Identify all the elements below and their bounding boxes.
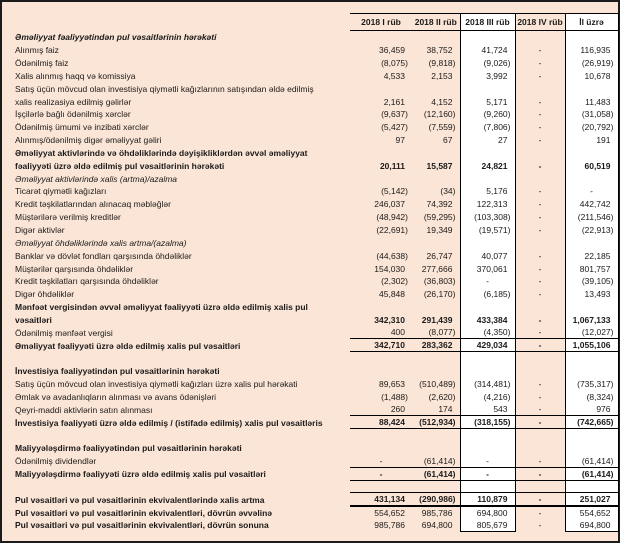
value-cell: (211,546)	[565, 210, 618, 223]
value-cell: 370,061	[460, 262, 515, 275]
value-cell: 431,134	[350, 493, 412, 506]
row-label: Satış üçün mövcud olan investisiya qiymətli kağızlarının satışından əldə edilmiş	[15, 83, 314, 94]
value-cell: 2,161	[383, 96, 405, 107]
value-cell: -	[538, 276, 542, 287]
row-label: Xalis alınmış haqq və komissiya	[15, 70, 136, 81]
row-label: Pul vəsaitləri və pul vəsaitlərinin ekvivalentləri, dövrün əvvəlinə	[15, 507, 273, 518]
row-label: Ödənilmiş dividendlər	[15, 456, 97, 467]
value-cell: 801,757	[565, 262, 618, 275]
row-label: Qeyri-maddi aktivlərin satın alınması	[15, 404, 153, 415]
table-row	[10, 403, 618, 416]
table-row	[10, 43, 618, 56]
table-row	[10, 236, 618, 249]
value-cell	[350, 480, 412, 493]
value-cell	[350, 146, 412, 159]
table-row	[10, 377, 618, 390]
value-cell: 74,392	[426, 199, 453, 210]
table-row	[10, 159, 618, 172]
value-cell: (7,806)	[460, 120, 515, 133]
value-cell: -	[515, 454, 565, 467]
table-row	[10, 442, 618, 455]
value-cell: 15,587	[426, 160, 453, 171]
column-header: 2018 IV rüb	[515, 14, 565, 31]
table-row	[10, 249, 618, 262]
value-cell: (61,414)	[565, 467, 618, 480]
value-cell: -	[460, 275, 515, 288]
value-cell: (290,986)	[412, 493, 460, 506]
table-row	[10, 454, 618, 467]
row-label: Banklar və dövlət fondları qarşısında öhdəliklər	[15, 250, 192, 261]
value-cell	[412, 31, 460, 44]
row-label: Digər öhdəliklər	[15, 289, 75, 300]
value-cell: (26,919)	[565, 56, 618, 69]
value-cell	[565, 31, 618, 44]
table-row	[10, 210, 618, 223]
value-cell: 554,652	[565, 506, 618, 519]
value-cell: -	[538, 45, 542, 56]
row-label: Pul vəsaitləri və pul vəsaitlərinin ekvivalentləri, dövrün sonuna	[15, 520, 269, 531]
table-row	[10, 519, 618, 532]
table-row	[10, 275, 618, 288]
value-cell	[515, 146, 565, 159]
value-cell	[412, 364, 460, 377]
value-cell: (12,160)	[423, 109, 456, 120]
value-cell: (20,792)	[565, 120, 618, 133]
table-row	[10, 493, 618, 506]
value-cell: 985,786	[374, 520, 405, 531]
value-cell	[460, 82, 515, 95]
row-label	[10, 480, 350, 493]
value-cell: (742,665)	[565, 416, 618, 429]
value-cell: 985,786	[421, 507, 453, 518]
table-row	[10, 82, 618, 95]
value-cell: (61,414)	[412, 454, 460, 467]
value-cell: 429,034	[460, 339, 515, 352]
value-cell: 60,519	[565, 159, 618, 172]
value-cell: 122,313	[460, 197, 515, 210]
value-cell	[565, 82, 618, 95]
row-label: Əməliyyat fəaliyyəti üzrə əldə edilmiş xalis pul vəsaitləri	[15, 340, 241, 351]
row-label: Kredit təşkilatları qarşısında öhdəliklər	[15, 276, 159, 287]
value-cell: 260	[350, 403, 412, 416]
value-cell: (2,620)	[428, 391, 456, 402]
row-label: Mənfəət vergisindən əvvəl əməliyyat fəaliyyəti üzrə əldə edilmiş xalis pul	[15, 302, 308, 313]
table-row	[10, 146, 618, 159]
row-label: Ticarət qiymətli kağızları	[15, 186, 107, 197]
value-cell: 88,424	[350, 416, 412, 429]
value-cell: (31,058)	[565, 108, 618, 121]
value-cell: -	[515, 467, 565, 480]
value-cell	[412, 352, 460, 365]
value-cell: 45,848	[379, 289, 405, 300]
value-cell	[515, 480, 565, 493]
value-cell	[350, 172, 412, 185]
value-cell: 694,800	[421, 520, 453, 531]
value-cell: 41,724	[460, 43, 515, 56]
value-cell: (4,216)	[460, 390, 515, 403]
value-cell: (735,317)	[565, 377, 618, 390]
value-cell: -	[460, 454, 515, 467]
value-cell	[460, 236, 515, 249]
header-row	[10, 14, 618, 31]
row-label: Ödənilmiş ümumi və inzibati xərclər	[15, 122, 149, 133]
column-header: 2018 II rüb	[412, 14, 460, 31]
value-cell: 277,666	[421, 263, 453, 274]
row-label: Əmlak və avadanlıqların alınması və avans ödənişləri	[15, 391, 217, 402]
value-cell: 2,153	[431, 70, 453, 81]
value-cell	[565, 442, 618, 455]
value-cell: 5,176	[460, 185, 515, 198]
value-cell: -	[538, 225, 542, 235]
table-row	[10, 31, 618, 44]
value-cell: 154,030	[374, 263, 405, 274]
value-cell	[565, 300, 618, 313]
row-label: Kredit təşkilatlarından alınacaq məbləğlər	[15, 199, 171, 210]
table-row	[10, 287, 618, 300]
value-cell: 3,992	[460, 69, 515, 82]
row-label: Digər aktivlər	[15, 225, 65, 235]
value-cell: 24,821	[460, 159, 515, 172]
value-cell	[460, 480, 515, 493]
table-row	[10, 352, 618, 365]
value-cell: 4,152	[431, 96, 453, 107]
value-cell: (9,260)	[460, 108, 515, 121]
value-cell: 22,185	[565, 249, 618, 262]
value-cell: (2,302)	[381, 276, 408, 287]
value-cell: (510,489)	[419, 379, 456, 390]
value-cell: -	[538, 507, 542, 518]
value-cell: -	[350, 454, 412, 467]
value-cell	[515, 31, 565, 44]
value-cell: 97	[395, 135, 405, 146]
row-label: xalis realizasiya edilmiş gəlirlər	[15, 96, 132, 107]
value-cell	[350, 300, 412, 313]
value-cell: (8,077)	[412, 326, 460, 339]
value-cell: 694,800	[565, 519, 618, 532]
row-label	[10, 429, 350, 442]
table-body	[10, 31, 618, 532]
row-label: Maliyyələşdirmə fəaliyyəti üzrə əldə edilmiş xalis pul vəsaitləri	[15, 469, 266, 480]
value-cell	[412, 146, 460, 159]
value-cell: (9,637)	[381, 109, 408, 120]
value-cell	[350, 31, 412, 44]
value-cell: 342,710	[350, 339, 412, 352]
value-cell	[412, 236, 460, 249]
value-cell	[460, 429, 515, 442]
value-cell: 191	[565, 133, 618, 146]
value-cell	[350, 442, 412, 455]
table-row	[10, 390, 618, 403]
table-row	[10, 56, 618, 69]
row-label: Əməliyyat aktivlərində xalis (artma)/azalma	[15, 173, 178, 184]
table-row	[10, 108, 618, 121]
table-row	[10, 364, 618, 377]
value-cell: 174	[412, 403, 460, 416]
value-cell: 805,679	[460, 519, 515, 532]
table-row	[10, 467, 618, 480]
column-header: 2018 I rüb	[350, 14, 412, 31]
value-cell: -	[565, 185, 618, 198]
row-label: Müştərilərə verilmiş kreditlər	[15, 212, 121, 223]
value-cell	[460, 31, 515, 44]
value-cell	[350, 236, 412, 249]
row-label: Pul vəsaitləri və pul vəsaitlərinin ekvivalentlərində xalis artma	[15, 494, 265, 505]
value-cell: (61,414)	[565, 454, 618, 467]
column-header: İl üzrə	[565, 14, 618, 31]
value-cell: (4,350)	[460, 326, 515, 339]
value-cell: -	[460, 467, 515, 480]
row-label: Ödənilmiş mənfəət vergisi	[15, 327, 113, 338]
value-cell	[565, 480, 618, 493]
table-row	[10, 197, 618, 210]
value-cell: 291,439	[421, 314, 453, 325]
value-cell: 342,310	[374, 314, 405, 325]
value-cell: -	[515, 326, 565, 339]
value-cell	[412, 480, 460, 493]
value-cell	[460, 172, 515, 185]
value-cell	[515, 300, 565, 313]
value-cell: (9,818)	[428, 58, 456, 69]
value-cell	[460, 352, 515, 365]
column-header: 2018 III rüb	[460, 14, 515, 31]
value-cell: -	[350, 467, 412, 480]
row-label: fəaliyyəti üzrə əldə edilmiş pul vəsaitlərinin hərəkəti	[15, 160, 225, 171]
table-row	[10, 223, 618, 236]
value-cell: -	[538, 122, 542, 133]
value-cell	[350, 82, 412, 95]
row-label: Maliyyələşdirmə fəaliyyətindən pul vəsaitlərinin hərəkəti	[15, 443, 242, 454]
value-cell: 27	[460, 133, 515, 146]
value-cell	[515, 352, 565, 365]
cashflow-table	[10, 13, 619, 532]
value-cell: -	[538, 186, 542, 197]
value-cell: 67	[443, 135, 453, 146]
table-row	[10, 313, 618, 326]
value-cell: 694,800	[460, 506, 515, 519]
value-cell: (39,105)	[565, 275, 618, 288]
table-row	[10, 339, 618, 352]
value-cell	[350, 364, 412, 377]
table-row	[10, 506, 618, 519]
table-row	[10, 69, 618, 82]
value-cell	[565, 352, 618, 365]
value-cell	[565, 236, 618, 249]
value-cell	[412, 172, 460, 185]
value-cell	[412, 429, 460, 442]
value-cell: (59,295)	[423, 212, 456, 223]
value-cell: (36,803)	[423, 276, 456, 287]
value-cell: (22,691)	[376, 225, 408, 235]
value-cell: 116,935	[565, 43, 618, 56]
row-label: Əməliyyat öhdəliklərində xalis artma/(azalma)	[15, 237, 187, 248]
value-cell: -	[538, 96, 542, 107]
table-row	[10, 480, 618, 493]
value-cell	[515, 442, 565, 455]
value-cell: 36,459	[379, 45, 405, 56]
table-row	[10, 185, 618, 198]
value-cell: -	[538, 109, 542, 120]
value-cell	[460, 442, 515, 455]
table-row	[10, 429, 618, 442]
value-cell: (26,170)	[423, 289, 456, 300]
value-cell	[515, 364, 565, 377]
table-row	[10, 133, 618, 146]
value-cell: (12,027)	[565, 326, 618, 339]
value-cell	[460, 146, 515, 159]
table-header	[10, 14, 618, 31]
table-row	[10, 326, 618, 339]
row-label: İnvestisiya fəaliyyəti üzrə əldə edilmiş / (istifadə edilmiş) xalis pul vəsaitləris	[15, 417, 323, 428]
value-cell: (44,638)	[376, 250, 408, 261]
row-label: Alınmış/ödənilmiş digər əməliyyat gəliri	[15, 135, 162, 146]
value-cell: (8,075)	[381, 58, 408, 69]
value-cell	[515, 236, 565, 249]
value-cell: -	[538, 70, 542, 81]
table-row	[10, 172, 618, 185]
value-cell: (7,559)	[428, 122, 456, 133]
value-cell: -	[538, 314, 542, 325]
value-cell: 26,747	[426, 250, 453, 261]
value-cell: 442,742	[565, 197, 618, 210]
value-cell: (9,026)	[460, 56, 515, 69]
table-row	[10, 95, 618, 108]
value-cell: -	[538, 58, 542, 69]
row-label: Alınmış faiz	[15, 45, 59, 56]
value-cell: -	[538, 160, 542, 171]
value-cell: -	[538, 263, 542, 274]
corner-cell	[10, 14, 350, 31]
value-cell: (318,155)	[460, 416, 515, 429]
value-cell: -	[515, 403, 565, 416]
row-label: İnvestisiya fəaliyyətindən pul vəsaitlərinin hərəkəti	[15, 366, 220, 377]
value-cell: -	[538, 379, 542, 390]
value-cell: (19,571)	[460, 223, 515, 236]
value-cell: -	[538, 391, 542, 402]
row-label: Ödənilmiş faiz	[15, 58, 69, 69]
value-cell: 400	[350, 326, 412, 339]
value-cell	[565, 364, 618, 377]
value-cell: (103,308)	[460, 210, 515, 223]
value-cell: 110,879	[460, 493, 515, 506]
value-cell: (22,913)	[565, 223, 618, 236]
value-cell	[460, 300, 515, 313]
value-cell: (6,185)	[460, 287, 515, 300]
value-cell	[565, 429, 618, 442]
row-label: Əməliyyat fəaliyyətindən pul vəsaitlərinin hərəkəti	[15, 32, 217, 43]
row-label: Əməliyyat aktivlərində və öhdəliklərində dəyişikliklərdən əvvəl əməliyyat	[15, 147, 308, 158]
value-cell: -	[538, 212, 542, 223]
value-cell: 543	[460, 403, 515, 416]
value-cell: -	[515, 339, 565, 352]
value-cell	[460, 364, 515, 377]
value-cell	[565, 146, 618, 159]
value-cell: (48,942)	[376, 212, 408, 223]
value-cell: 251,027	[565, 493, 618, 506]
row-label: Satış üçün mövcud olan investisiya qiymətli kağızları üzrə xalis pul hərəkati	[15, 379, 298, 390]
value-cell: (61,414)	[412, 467, 460, 480]
value-cell	[350, 352, 412, 365]
value-cell: 20,111	[379, 160, 405, 171]
value-cell: (314,481)	[460, 377, 515, 390]
value-cell: (34)	[440, 186, 456, 197]
value-cell	[565, 172, 618, 185]
value-cell: (5,142)	[381, 186, 408, 197]
value-cell: 89,653	[379, 379, 405, 390]
value-cell: 40,077	[460, 249, 515, 262]
value-cell: (8,324)	[565, 390, 618, 403]
row-label: Müştərilər qarşısında öhdəliklər	[15, 263, 134, 274]
value-cell: 433,384	[460, 313, 515, 326]
table-row	[10, 416, 618, 429]
value-cell	[515, 172, 565, 185]
value-cell: -	[515, 416, 565, 429]
value-cell: (5,427)	[381, 122, 408, 133]
row-label	[10, 352, 350, 365]
value-cell: 4,533	[383, 70, 405, 81]
value-cell: 554,652	[374, 507, 405, 518]
value-cell	[412, 300, 460, 313]
value-cell: 1,055,106	[565, 339, 618, 352]
value-cell: -	[538, 135, 542, 146]
value-cell: (1,488)	[381, 391, 408, 402]
value-cell: 11,483	[565, 95, 618, 108]
row-label: İşçilərlə bağlı ödənilmiş xərclər	[15, 109, 131, 120]
row-label: vəsaitləri	[15, 314, 52, 325]
value-cell: 19,349	[426, 225, 453, 235]
table-row	[10, 300, 618, 313]
value-cell	[412, 82, 460, 95]
value-cell	[515, 82, 565, 95]
value-cell: 13,493	[565, 287, 618, 300]
value-cell	[412, 442, 460, 455]
value-cell: 1,067,133	[565, 313, 618, 326]
table-row	[10, 120, 618, 133]
value-cell: -	[538, 199, 542, 210]
value-cell: -	[538, 250, 542, 261]
value-cell	[350, 429, 412, 442]
value-cell	[515, 429, 565, 442]
value-cell: -	[538, 289, 542, 300]
value-cell: -	[515, 493, 565, 506]
value-cell: 976	[565, 403, 618, 416]
value-cell: 5,171	[460, 95, 515, 108]
value-cell: -	[538, 520, 542, 531]
value-cell: (512,934)	[412, 416, 460, 429]
value-cell: 283,362	[412, 339, 460, 352]
value-cell: 38,752	[426, 45, 453, 56]
table-row	[10, 262, 618, 275]
value-cell: 246,037	[374, 199, 405, 210]
value-cell: 10,678	[565, 69, 618, 82]
